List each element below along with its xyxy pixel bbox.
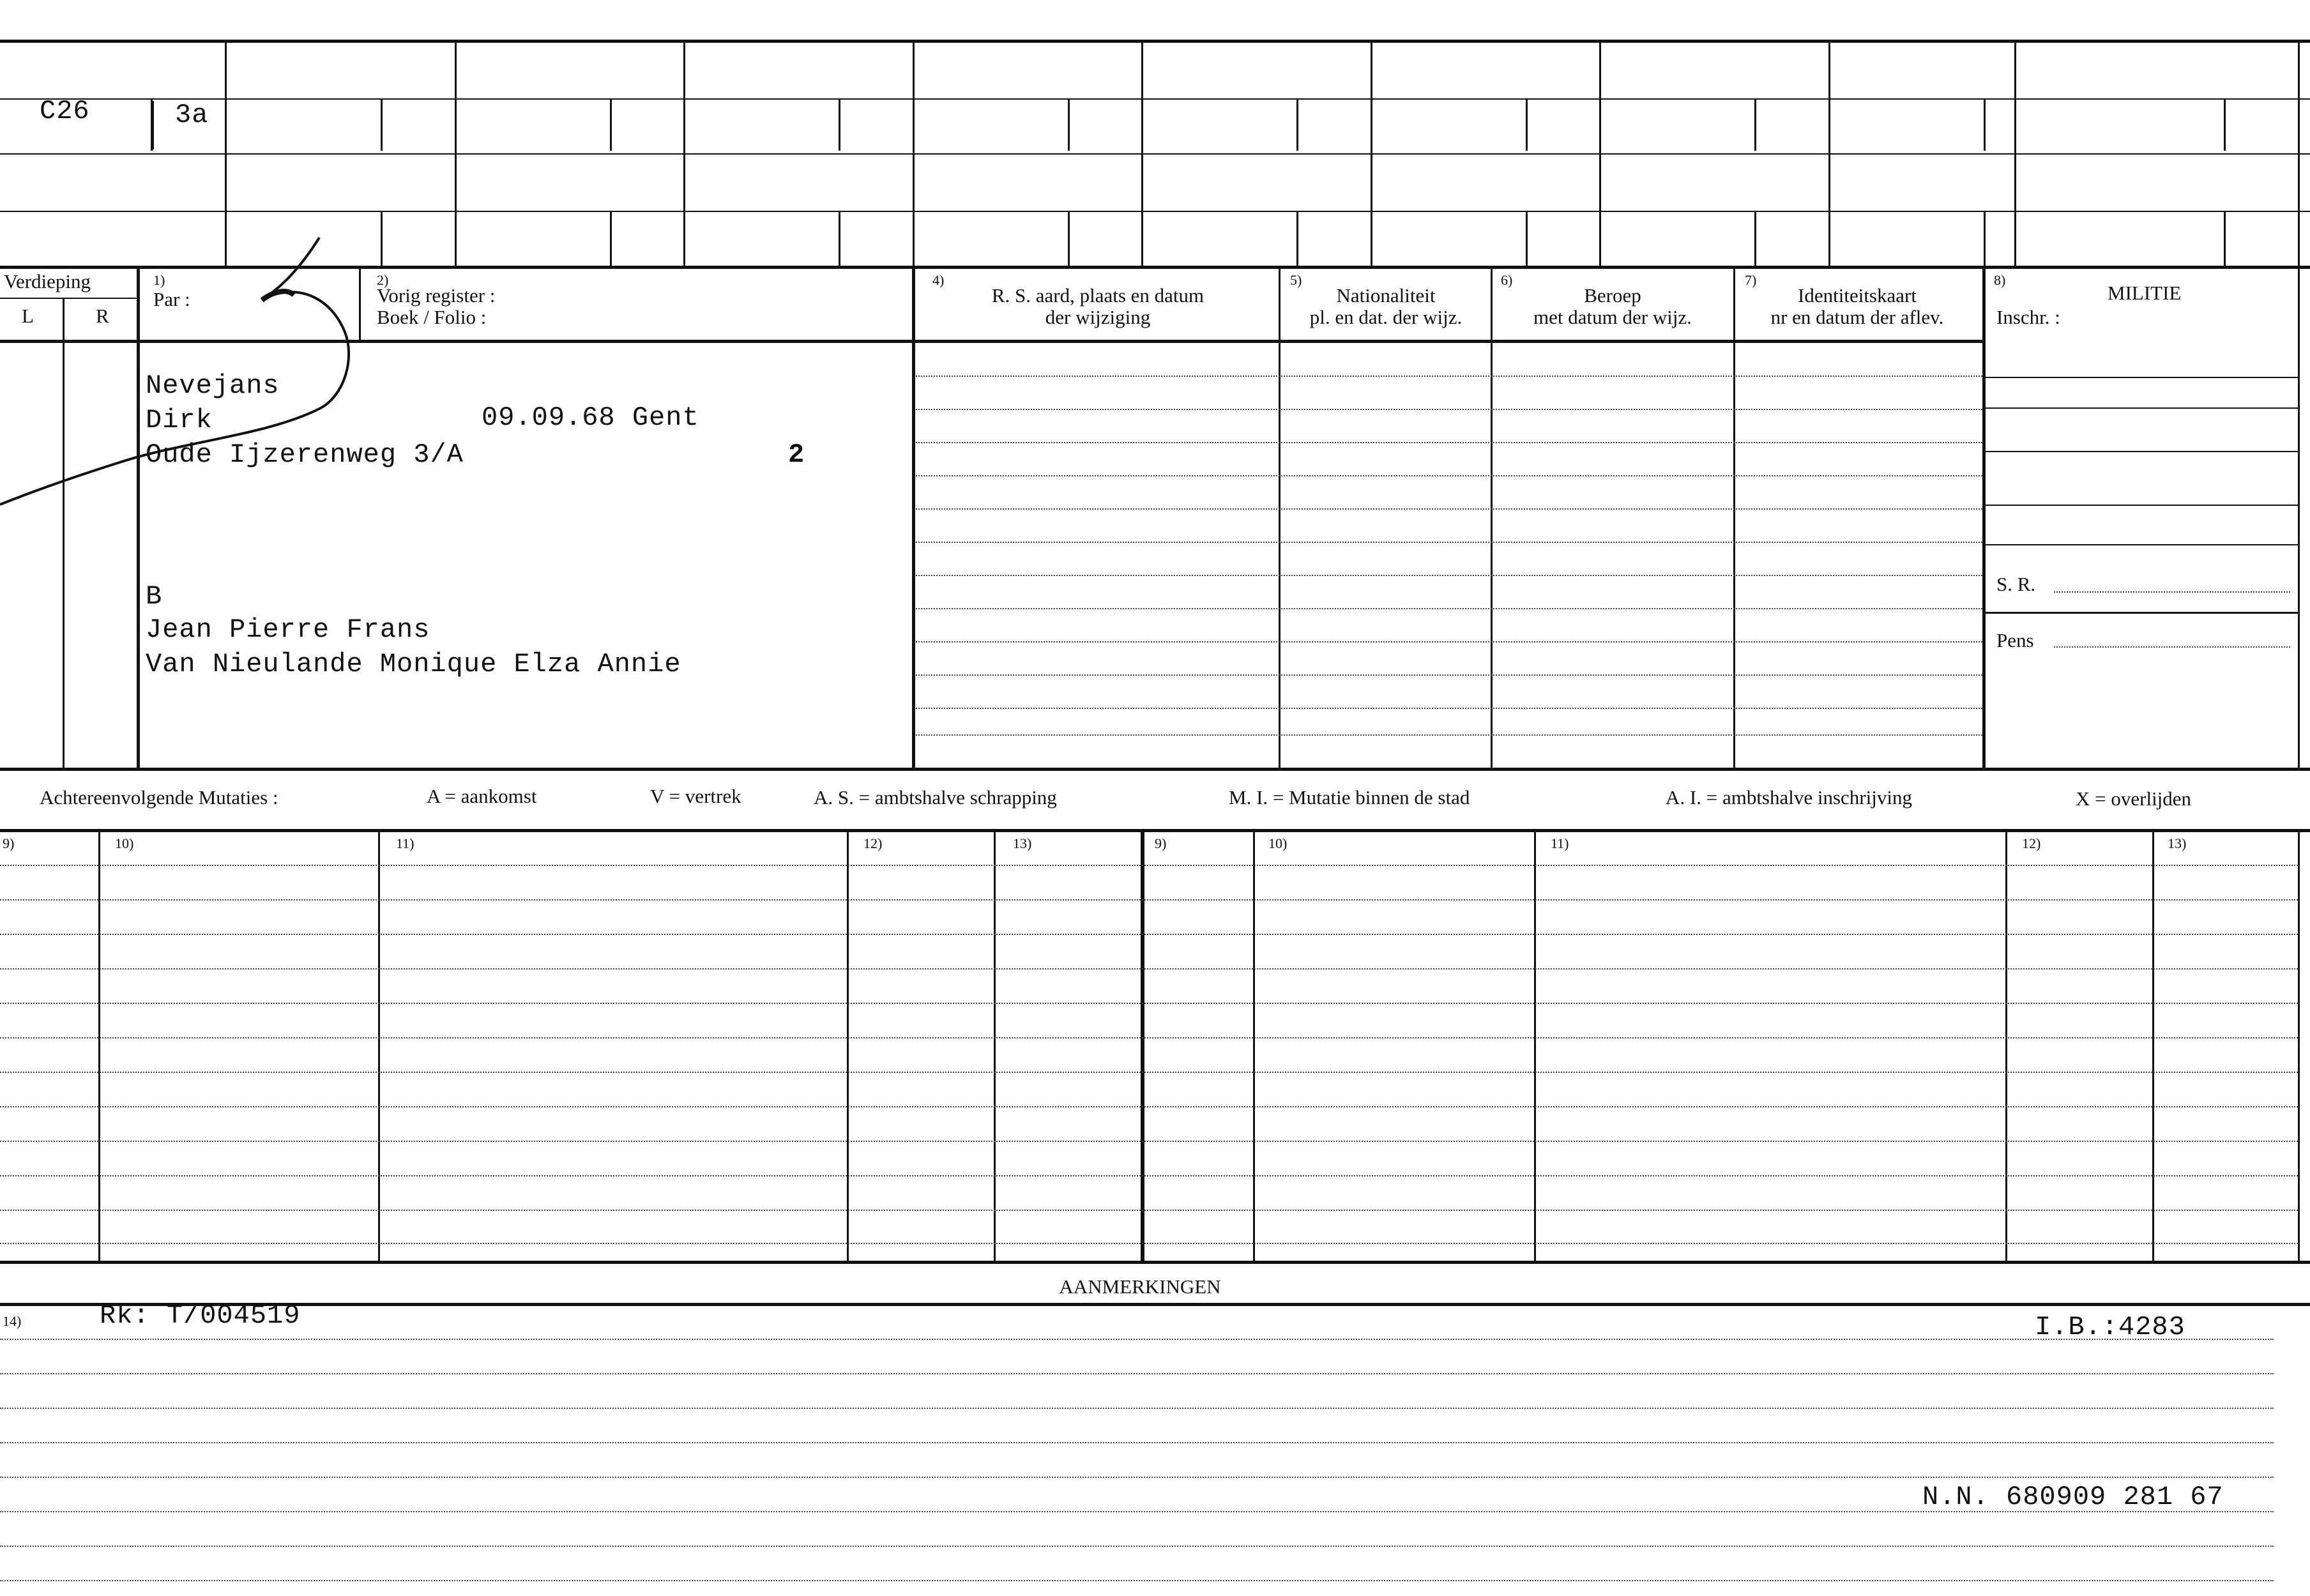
person-code-b: B <box>146 581 163 612</box>
mut-left-13: 13) <box>1013 835 1032 851</box>
mut-left-9: 9) <box>3 835 15 851</box>
par-number: 1) <box>153 272 165 288</box>
col8-number: 8) <box>1994 272 2006 288</box>
remarks-nn: N.N. 680909 281 67 <box>1922 1482 2224 1512</box>
person-number: 2 <box>788 439 805 470</box>
remarks-rk: Rk: T/004519 <box>100 1300 301 1331</box>
mut-right-9: 9) <box>1155 835 1167 851</box>
vorig-number: 2) <box>377 272 389 288</box>
mut-left-12: 12) <box>863 835 883 851</box>
person-firstname: Dirk <box>146 405 213 436</box>
mut-right-10: 10) <box>1268 835 1288 851</box>
col4-header-line1: R. S. aard, plaats en datum <box>991 284 1204 307</box>
mut-right-12: 12) <box>2022 835 2041 851</box>
mut-left-10: 10) <box>115 835 134 851</box>
remarks-number: 14) <box>3 1313 22 1329</box>
mut-left-11: 11) <box>396 835 414 851</box>
remarks-ib: I.B.:4283 <box>2035 1312 2185 1342</box>
remarks-title: AANMERKINGEN <box>1059 1275 1221 1298</box>
top-sub: 3a <box>175 100 209 130</box>
legend-title: Achtereenvolgende Mutaties : <box>40 786 278 809</box>
col4-header-line2: der wijziging <box>1045 306 1151 328</box>
legend-v: V = vertrek <box>650 785 741 807</box>
person-father: Jean Pierre Frans <box>146 614 430 645</box>
col4-number: 4) <box>932 272 945 288</box>
legend-a: A = aankomst <box>427 785 537 807</box>
verdieping-label: Verdieping <box>4 270 91 293</box>
inschr-label: Inschr. : <box>1996 306 2060 328</box>
militie-label: MILITIE <box>2108 282 2182 304</box>
person-birth: 09.09.68 Gent <box>482 402 699 433</box>
col7-header-line1: Identiteitskaart <box>1798 284 1917 307</box>
col6-header-line1: Beroep <box>1584 284 1641 307</box>
col6-number: 6) <box>1501 272 1513 288</box>
mut-right-11: 11) <box>1551 835 1569 851</box>
verdieping-l: L <box>22 305 34 327</box>
legend-as: A. S. = ambtshalve schrapping <box>814 786 1057 809</box>
person-address: Oude Ijzerenweg 3/A <box>146 439 464 470</box>
pens-label: Pens <box>1996 629 2034 651</box>
col5-header-line1: Nationaliteit <box>1336 284 1436 307</box>
person-mother: Van Nieulande Monique Elza Annie <box>146 649 681 680</box>
mut-right-13: 13) <box>2168 835 2187 851</box>
sr-label: S. R. <box>1996 573 2036 595</box>
par-label: Par : <box>153 288 190 310</box>
person-surname: Nevejans <box>146 370 280 401</box>
boek-folio-label: Boek / Folio : <box>377 306 487 328</box>
col5-header-line2: pl. en dat. der wijz. <box>1309 306 1463 328</box>
col6-header-line2: met datum der wijz. <box>1533 306 1692 328</box>
col5-number: 5) <box>1290 272 1302 288</box>
top-code: C26 <box>40 96 90 126</box>
col7-header-line2: nr en datum der aflev. <box>1770 306 1944 328</box>
verdieping-r: R <box>96 305 109 327</box>
legend-mi: M. I. = Mutatie binnen de stad <box>1229 786 1470 809</box>
legend-x: X = overlijden <box>2076 787 2192 810</box>
legend-ai: A. I. = ambtshalve inschrijving <box>1666 786 1912 809</box>
vorig-register-label: Vorig register : <box>377 284 496 307</box>
col7-number: 7) <box>1745 272 1757 288</box>
